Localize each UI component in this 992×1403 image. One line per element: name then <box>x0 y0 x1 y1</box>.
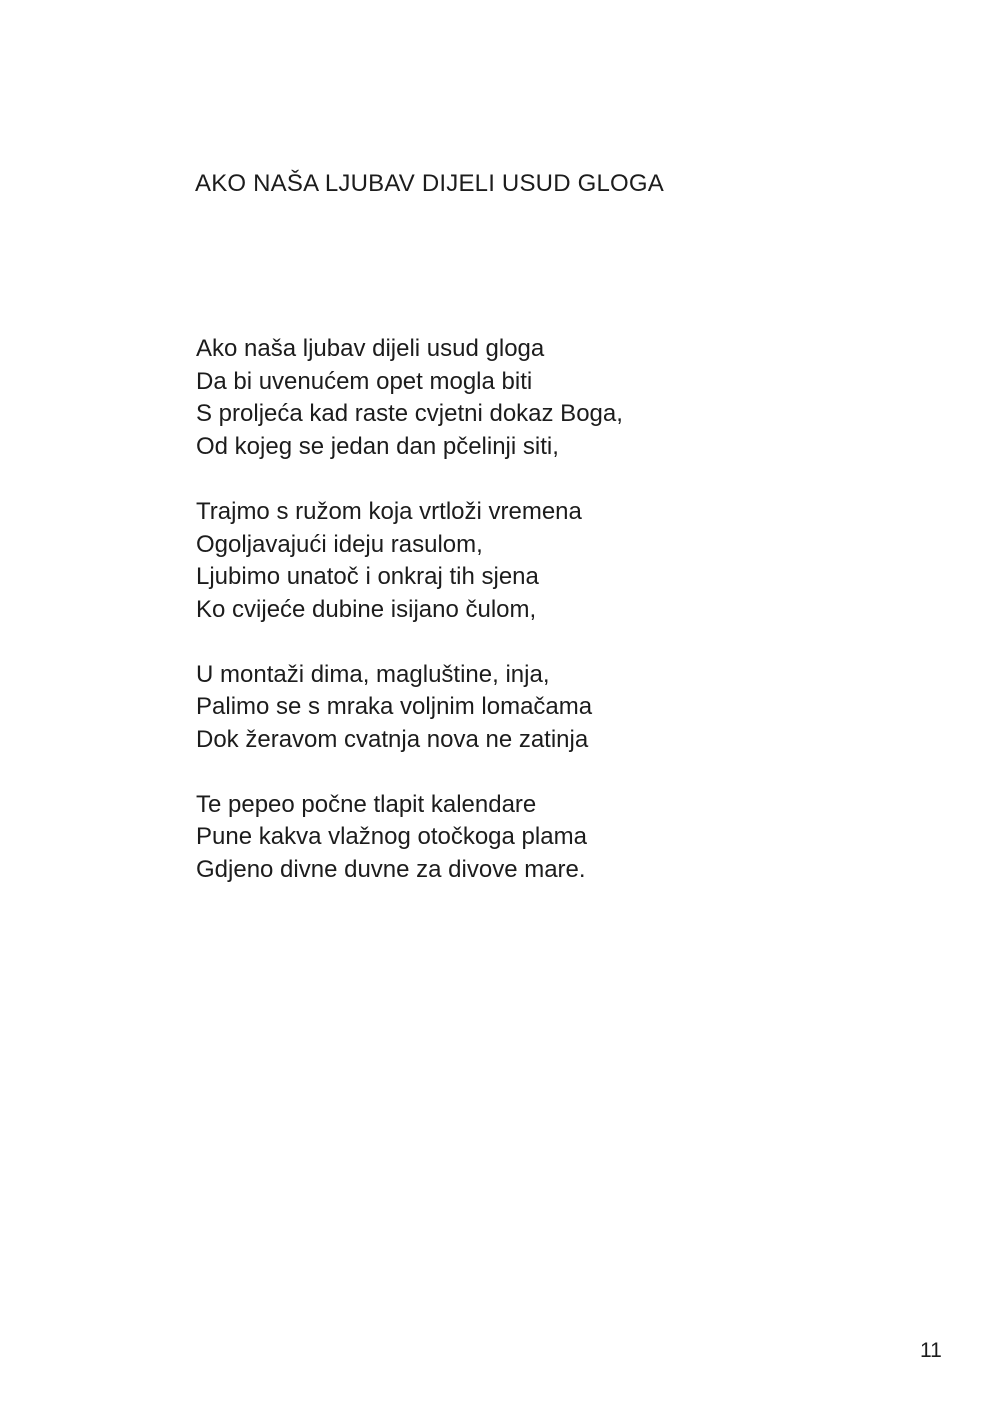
poem-title: AKO NAŠA LJUBAV DIJELI USUD GLOGA <box>195 170 664 197</box>
poem-line: Palimo se s mraka voljnim lomačama <box>196 693 593 721</box>
stanza-1 <box>196 333 896 464</box>
poem-line: Ljubimo unatoč i onkraj tih sjena <box>196 563 539 591</box>
poem-body <box>196 333 896 887</box>
stanza-2 <box>196 496 896 627</box>
poem-line: S proljeća kad raste cvjetni dokaz Boga, <box>196 400 623 428</box>
poem-line: Ko cvijeće dubine isijano čulom, <box>196 595 537 623</box>
poem-line: Ako naša ljubav dijeli usud gloga <box>196 335 545 362</box>
poem-line: U montaži dima, magluštine, inja, <box>196 660 550 688</box>
poem-line: Ogoljavajući ideju rasulom, <box>196 530 483 558</box>
poem-line: Te pepeo počne tlapit kalendare <box>196 790 537 818</box>
poem-line: Gdjeno divne duvne za divove mare. <box>196 856 586 884</box>
stanza-4 <box>196 789 896 887</box>
poem-line: Pune kakva vlažnog otočkoga plama <box>196 823 587 851</box>
poem-line: Od kojeg se jedan dan pčelinji siti, <box>196 433 559 461</box>
poem-line: Da bi uvenućem opet mogla biti <box>196 367 533 395</box>
poem-line: Trajmo s ružom koja vrtloži vremena <box>196 497 582 525</box>
page-number: 11 <box>920 1339 942 1362</box>
poem-line: Dok žeravom cvatnja nova ne zatinja <box>196 726 589 754</box>
stanza-3 <box>196 659 896 757</box>
